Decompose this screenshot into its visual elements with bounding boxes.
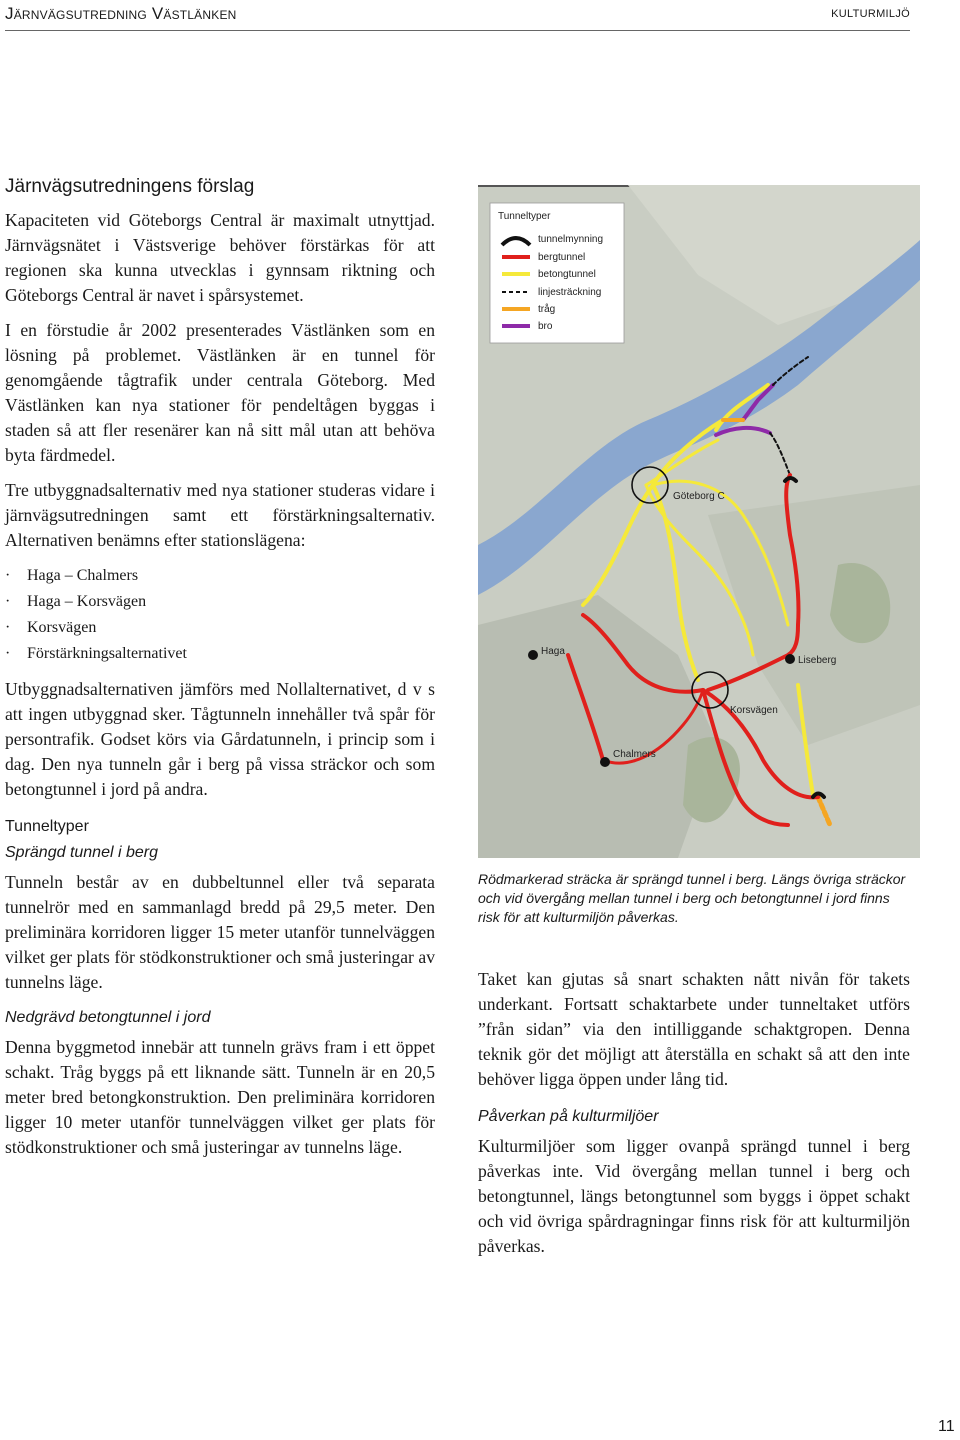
svg-text:bergtunnel: bergtunnel bbox=[538, 252, 586, 263]
alternatives-list bbox=[5, 563, 435, 667]
station-dot-chalmers bbox=[600, 757, 610, 767]
list-item: · Haga – Chalmers bbox=[5, 563, 435, 589]
paragraph-alternatives: Tre utbyggnadsalternativ med nya stationer studeras vidare i järnvägsutredningen samt ett förstärkningsalternativ. Alternativen benämns efter stationslägena: bbox=[5, 480, 435, 550]
page-number: 11 bbox=[938, 1418, 955, 1435]
map-legend bbox=[490, 203, 624, 343]
bullet-marker: · bbox=[5, 645, 11, 662]
station-label-chalmers: Chalmers bbox=[613, 749, 656, 760]
station-dot-liseberg bbox=[785, 654, 795, 664]
paragraph-roof-casting: Taket kan gjutas så snart schakten nått nivån för takets underkant. Fortsatt schaktarbete under tunneltaket utförs ”från sidan” via den intilliggande schaktgropen. Denna teknik gör det möjligt att återställa en schakt så att den inte behöver ligga öppen under lång tid. bbox=[478, 969, 910, 1089]
left-column bbox=[5, 176, 435, 1170]
paragraph-prestudy: I en förstudie år 2002 presenterades Västlänken som en lösning på problemet. Västlänken är en tunnel för genomgående tågtrafik under centrala Göteborg. Med Västlänken kan nya stationer för pendeltågen byggas i staden så att fler resenärer kan nå sitt mål utan att behöva byta färdmedel. bbox=[5, 320, 435, 465]
bullet-marker: · bbox=[5, 567, 11, 584]
right-column bbox=[478, 870, 910, 1269]
bullet-marker: · bbox=[5, 593, 11, 610]
paragraph-concrete-tunnel: Denna byggmetod innebär att tunneln grävs fram i ett öppet schakt. Tråg byggs på ett liknande sätt. Tunneln är en 20,5 meter bred betongkonstruktion. Den preliminära korridoren ligger 10 meter utanför tunnelväggen vilket ger plats för stödkonstruktioner och små justeringar av tunnelns läge. bbox=[5, 1037, 435, 1157]
station-label-goteborg-c: Göteborg C bbox=[673, 491, 725, 502]
paragraph-comparison: Utbyggnadsalternativen jämförs med Nollalternativet, d v s att ingen utbyggnad sker. Tågtunneln innehåller två spår för persontrafik. Godset körs via Gårdatunneln, i princip som i dag. Den nya tunneln går i berg på vissa sträckor och som betongtunnel i jord på andra. bbox=[5, 679, 435, 799]
bullet-marker: · bbox=[5, 619, 11, 636]
tunneltyper-heading: Tunneltyper bbox=[5, 818, 89, 835]
header-section: kulturmiljö bbox=[831, 4, 910, 21]
route-map bbox=[478, 185, 920, 858]
svg-text:bro: bro bbox=[538, 321, 553, 332]
section-heading: Järnvägsutredningens förslag bbox=[5, 176, 255, 197]
paragraph-rock-tunnel: Tunneln består av en dubbeltunnel eller två separata tunnelrör med en sammanlagd bredd på 29,5 meter. Den preliminära korridoren ligger 15 meter utanför tunnelväggen vilket ger plats för stödkonstruktioner och små justeringar av tunnelns läge. bbox=[5, 872, 435, 992]
rock-tunnel-heading: Sprängd tunnel i berg bbox=[5, 844, 158, 861]
map-caption: Rödmarkerad sträcka är sprängd tunnel i berg. Längs övriga sträckor och vid övergång mellan tunnel i berg och betongtunnel i jord finns risk för att kulturmiljön påverkas. bbox=[478, 871, 906, 925]
page-header bbox=[0, 0, 960, 40]
paragraph-capacity: Kapaciteten vid Göteborgs Central är maximalt utnyttjad. Järnvägsnätet i Västsverige behöver förstärkas för att regionen ska kunna utvecklas i gynnsam riktning och Göteborgs Central är navet i spårsystemet. bbox=[5, 210, 435, 305]
station-label-liseberg: Liseberg bbox=[798, 655, 837, 666]
concrete-tunnel-heading: Nedgrävd betongtunnel i jord bbox=[5, 1009, 211, 1026]
station-dot-haga bbox=[528, 650, 538, 660]
list-item: · Förstärkningsalternativet bbox=[5, 641, 435, 667]
station-label-haga: Haga bbox=[541, 646, 565, 657]
svg-text:tunnelmynning: tunnelmynning bbox=[538, 234, 604, 245]
svg-text:betongtunnel: betongtunnel bbox=[538, 269, 596, 280]
list-item: · Korsvägen bbox=[5, 615, 435, 641]
svg-text:linjesträckning: linjesträckning bbox=[538, 287, 602, 298]
list-item: · Haga – Korsvägen bbox=[5, 589, 435, 615]
legend-title: Tunneltyper bbox=[498, 211, 551, 222]
station-label-korsvagen: Korsvägen bbox=[730, 705, 778, 716]
paragraph-impact: Kulturmiljöer som ligger ovanpå sprängd tunnel i berg påverkas inte. Vid övergång mellan tunnel i berg och betongtunnel, längs betongtunnel som byggs i öppet schakt och vid övriga spårdragningar finns risk för att kulturmiljön påverkas. bbox=[478, 1136, 910, 1256]
header-title: Järnvägsutredning Västlänken bbox=[5, 4, 237, 23]
svg-text:tråg: tråg bbox=[538, 304, 556, 315]
route-map-svg bbox=[478, 185, 920, 858]
header-divider bbox=[5, 30, 910, 31]
impact-heading: Påverkan på kulturmiljöer bbox=[478, 1108, 659, 1125]
